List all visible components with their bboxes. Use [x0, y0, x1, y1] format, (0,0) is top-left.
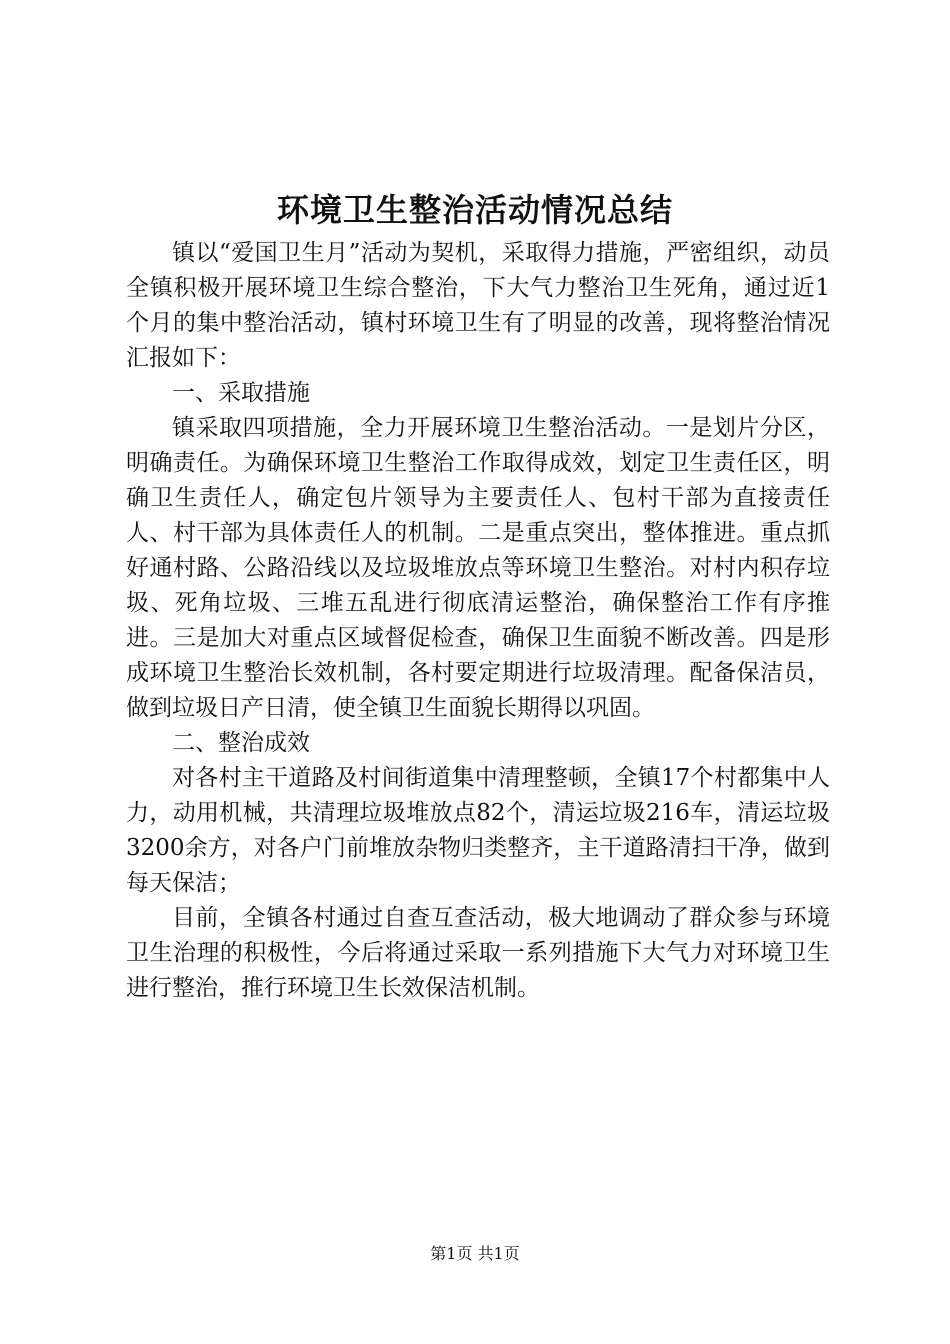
page-number-footer: 第1页 共1页	[430, 1244, 520, 1263]
section-heading-measures: 一、采取措施	[172, 380, 310, 406]
intro-paragraph: 镇以“爱国卫生月”活动为契机，采取得力措施，严密组织，动员全镇积极开展环境卫生综合整治，下大气力整治卫生死角，通过近1个月的集中整治活动，镇村环境卫生有了明显的改善，现将整治情况汇报如下：	[126, 240, 830, 371]
document-body	[126, 236, 830, 1006]
conclusion-paragraph: 目前，全镇各村通过自查互查活动，极大地调动了群众参与环境卫生治理的积极性，今后将通过采取一系列措施下大气力对环境卫生进行整治，推行环境卫生长效保洁机制。	[126, 905, 830, 1001]
section-heading-results: 二、整治成效	[172, 730, 310, 756]
results-paragraph: 对各村主干道路及村间街道集中清理整顿，全镇17个村都集中人力，动用机械，共清理垃圾堆放点82个，清运垃圾216车，清运垃圾3200余方，对各户门前堆放杂物归类整齐，主干道路清扫干净，做到每天保洁；	[126, 765, 830, 896]
measures-paragraph: 镇采取四项措施，全力开展环境卫生整治活动。一是划片分区，明确责任。为确保环境卫生整治工作取得成效，划定卫生责任区，明确卫生责任人，确定包片领导为主要责任人、包村干部为直接责任人、村干部为具体责任人的机制。二是重点突出，整体推进。重点抓好通村路、公路沿线以及垃圾堆放点等环境卫生整治。对村内积存垃圾、死角垃圾、三堆五乱进行彻底清运整治，确保整治工作有序推进。三是加大对重点区域督促检查，确保卫生面貌不断改善。四是形成环境卫生整治长效机制，各村要定期进行垃圾清理。配备保洁员，做到垃圾日产日清，使全镇卫生面貌长期得以巩固。	[126, 415, 830, 721]
document-title: 环境卫生整治活动情况总结	[276, 191, 673, 229]
